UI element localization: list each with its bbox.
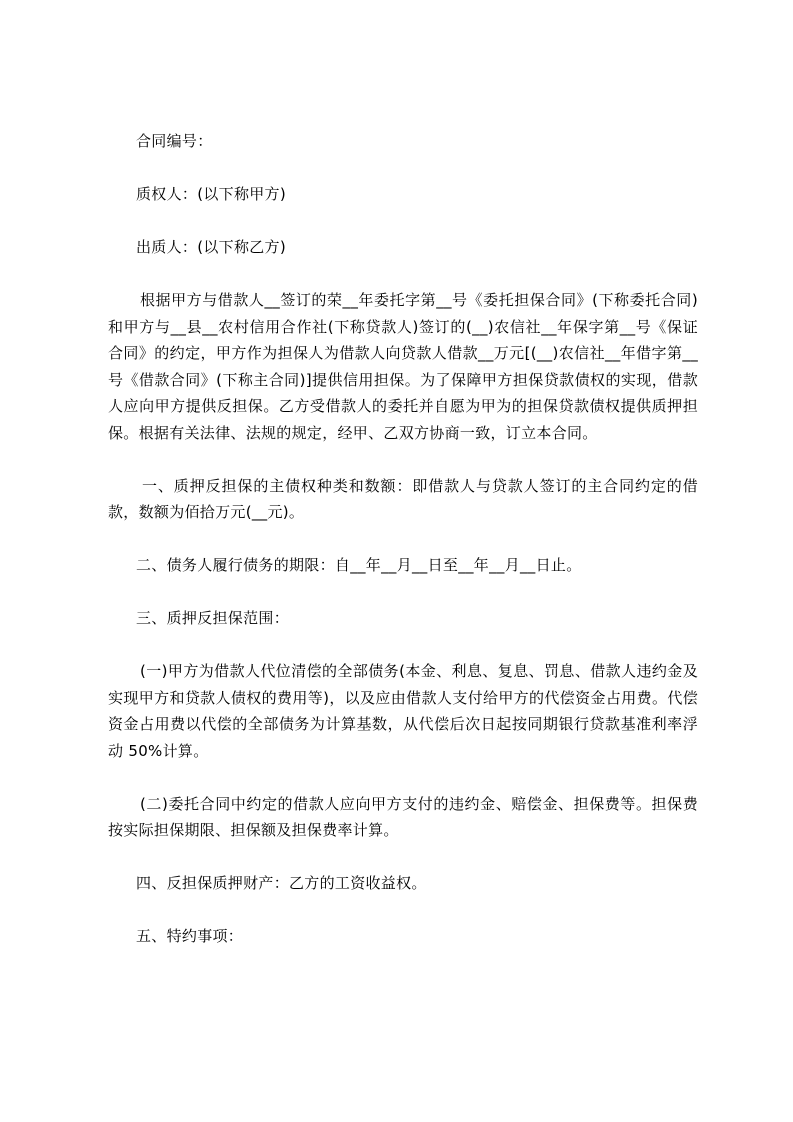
- clause-4: 四、反担保质押财产：乙方的工资收益权。: [136, 874, 427, 892]
- clause-2: 二、债务人履行债务的期限：自__年__月__日至__年__月__日止。: [136, 556, 582, 574]
- clause-1: 一、质押反担保的主债权种类和数额：即借款人与贷款人签订的主合同约定的借款，数额为佰拾万元(__元)。: [108, 476, 698, 521]
- contract-number-line: 合同编号：: [136, 132, 213, 150]
- preamble-paragraph: 根据甲方与借款人__签订的荣__年委托字第__号《委托担保合同》(下称委托合同)和甲方与__县__农村信用合作社(下称贷款人)签订的(__)农信社__年保字第__号《保证合同》的约定，甲方作为担保人为借款人向贷款人借款__万元[(__)农信社__年借字第__号《借款合同》(下称主合同)]提供信用担保。为了保障甲方担保贷款债权的实现，借款人应向甲方提供反担保。乙方受借款人的委托并自愿为甲为的担保贷款债权提供质押担保。根据有关法律、法规的规定，经甲、乙双方协商一致，订立本合同。: [108, 291, 698, 442]
- pledgee-line: 质权人：(以下称甲方): [136, 185, 287, 203]
- pledgor-line: 出质人：(以下称乙方): [136, 238, 287, 256]
- clause-5-heading: 五、特约事项：: [136, 927, 244, 945]
- document-body: [108, 128, 698, 976]
- clause-3-item-1: (一)甲方为借款人代位清偿的全部债务(本金、利息、复息、罚息、借款人违约金及实现甲方和贷款人债权的费用等)，以及应由借款人支付给甲方的代偿资金占用费。代偿资金占用费以代偿的全部债务为计算基数，从代偿后次日起按同期银行贷款基准利率浮动 50%计算。: [108, 662, 698, 760]
- clause-3-heading: 三、质押反担保范围：: [136, 609, 290, 627]
- clause-3-item-2: (二)委托合同中约定的借款人应向甲方支付的违约金、赔偿金、担保费等。担保费按实际担保期限、担保额及担保费率计算。: [108, 794, 698, 839]
